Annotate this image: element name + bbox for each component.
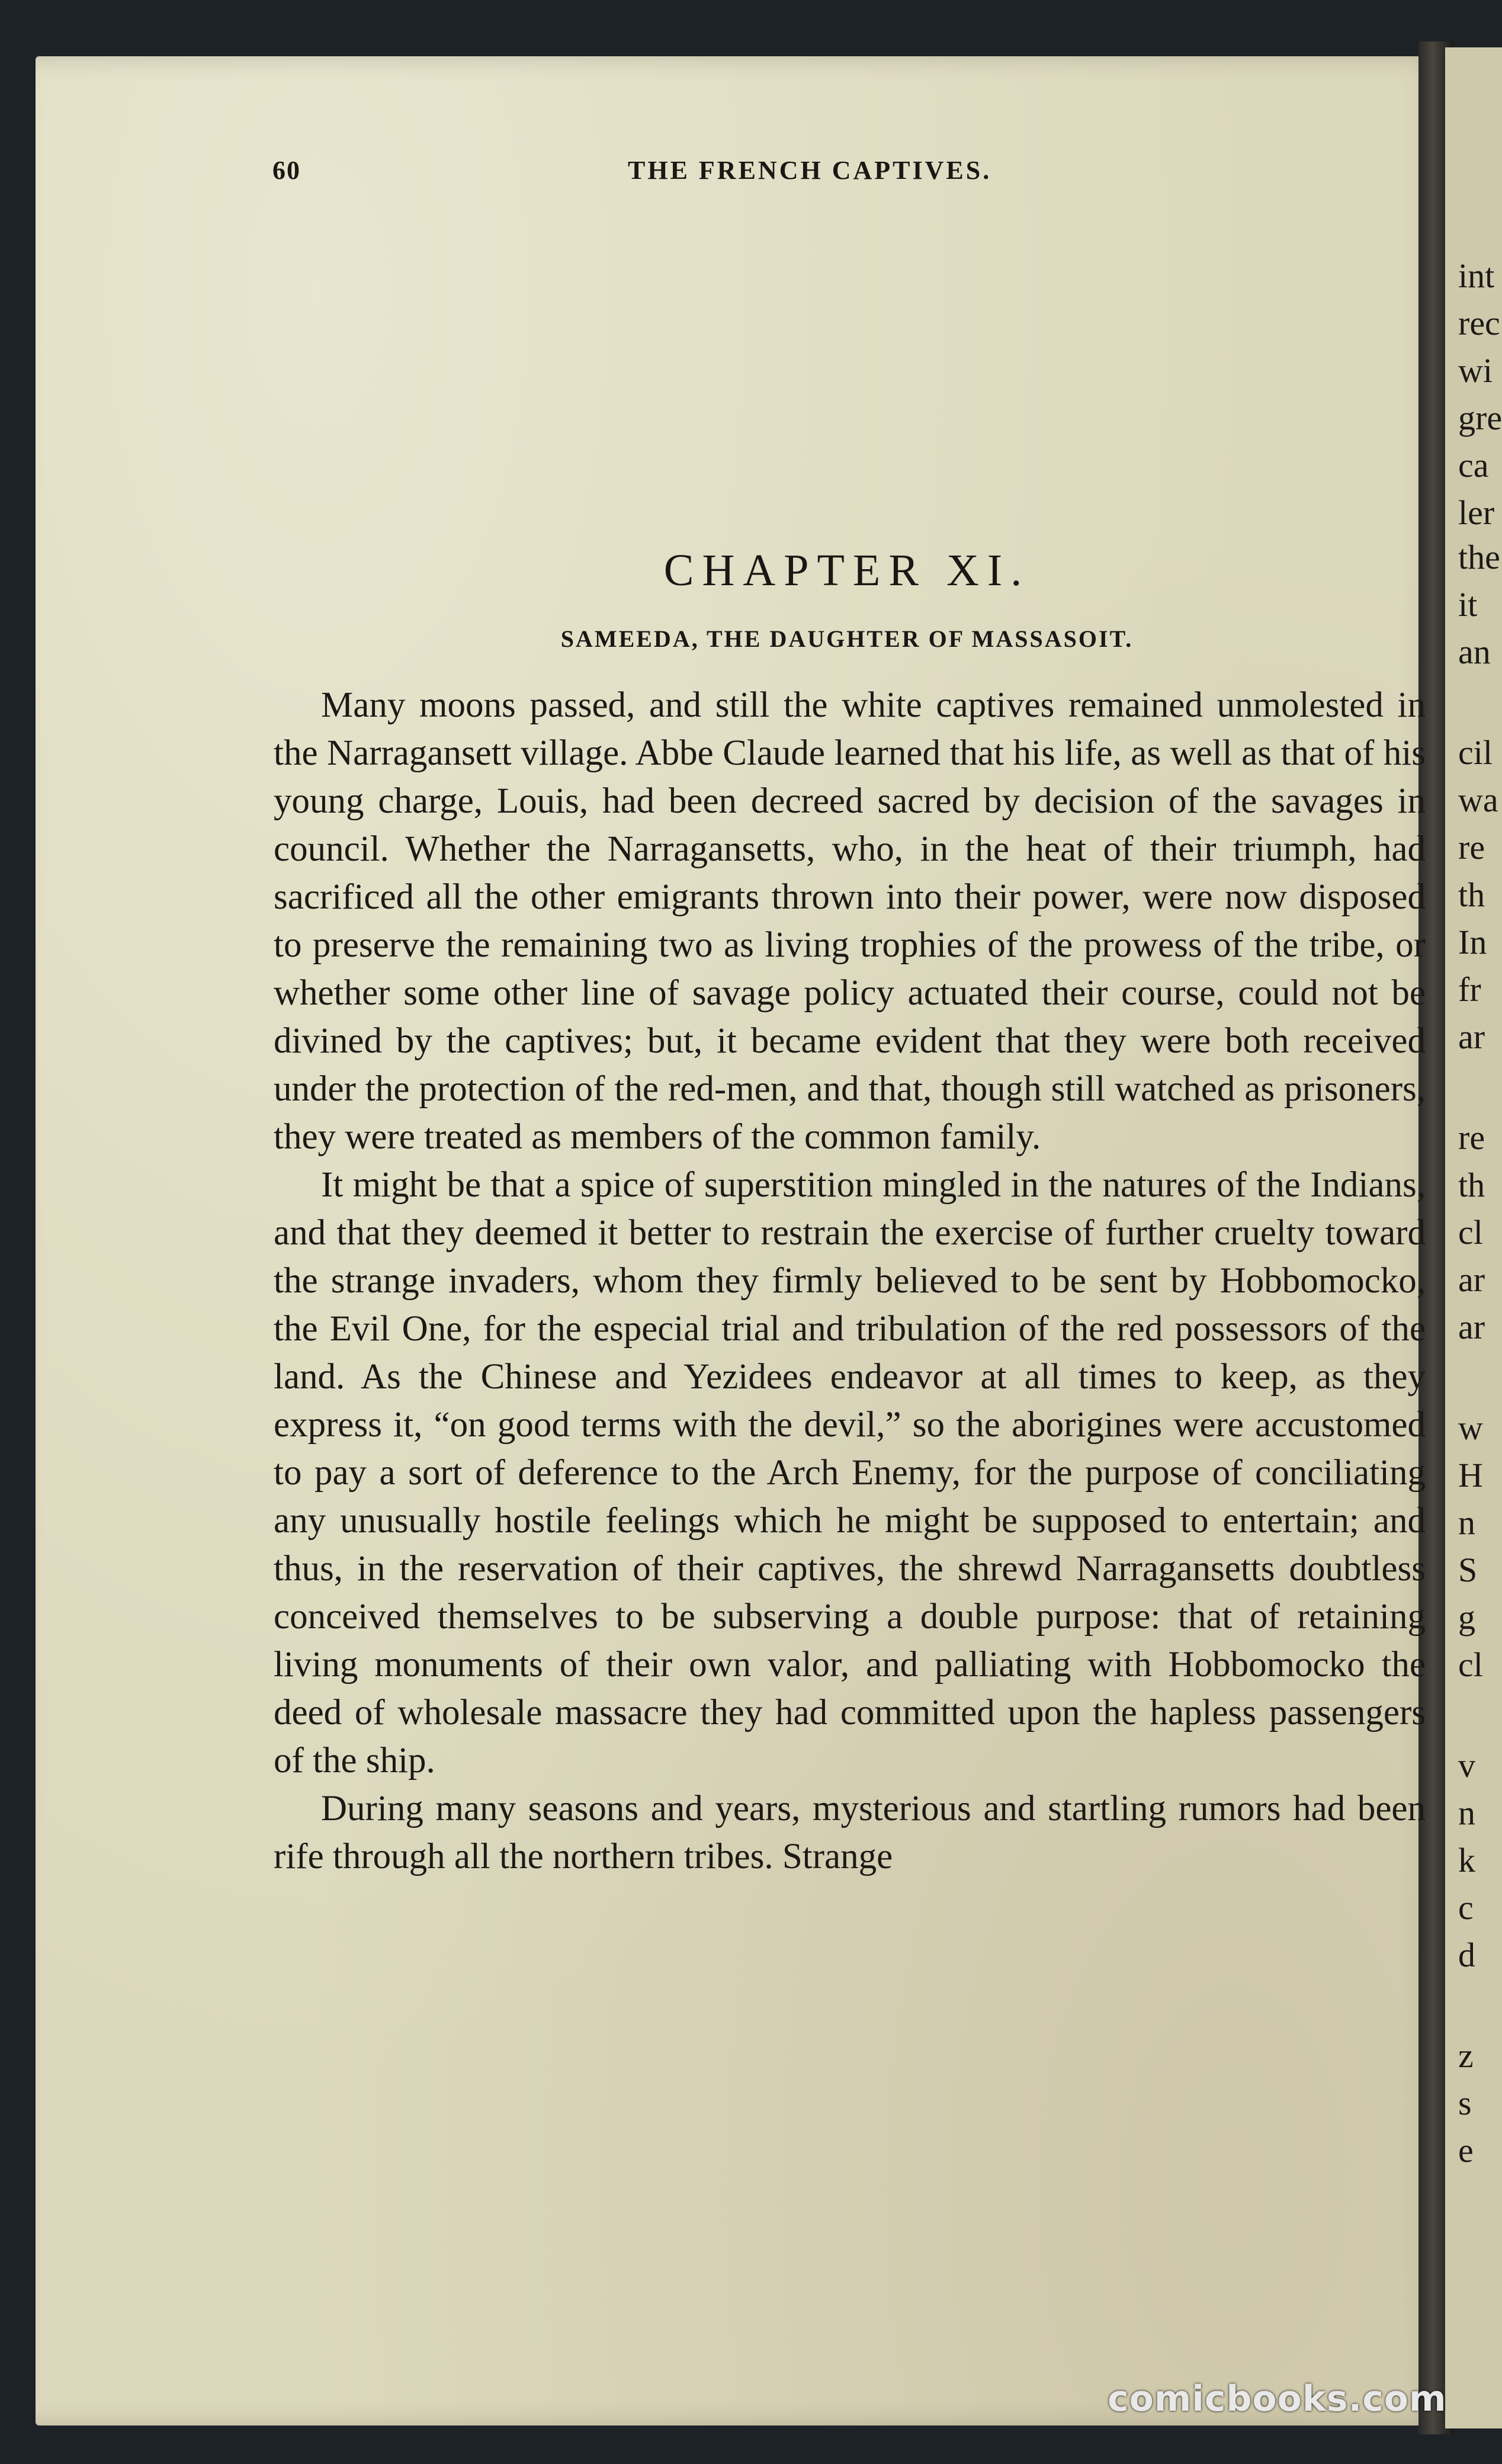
facing-page-fragment: s	[1458, 2084, 1472, 2122]
facing-page-fragment: ar	[1458, 1018, 1485, 1056]
facing-page-fragment: z	[1458, 2036, 1474, 2075]
paragraph: It might be that a spice of superstition mingled in the natures of the Indians, and that they deemed it better to restrain the exercise of further cruelty toward the strange invaders, whom they firmly believed to be sent by Hobbomocko, the Evil One, for the especial trial and tribulation of the red possessors of the land. As the Chinese and Yezidees endeavor at all times to keep, as they express it, “on good terms with the devil,” so the aborigines were accustomed to pay a sort of deference to the Arch Enemy, for the purpose of conciliating any unusually hostile feelings which he might be supposed to entertain; and thus, in the reservation of their captives, the shrewd Narragansetts doubtless conceived themselves to be subserving a double purpose: that of retaining living monuments of their own valor, and palliating with Hobbomocko the deed of wholesale massacre they had committed upon the hapless passengers of the ship.	[274, 1165, 1426, 1780]
facing-page-fragment: In	[1458, 923, 1487, 961]
facing-page-fragment: k	[1458, 1841, 1475, 1879]
facing-page-fragment: th	[1458, 875, 1485, 914]
facing-page-fragment: re	[1458, 828, 1485, 867]
facing-page-fragment: rec	[1458, 304, 1500, 342]
watermark: comicbooks.com	[1108, 2378, 1447, 2420]
facing-page-fragment: ar	[1458, 1260, 1485, 1299]
facing-page-fragment: wi	[1458, 351, 1493, 390]
facing-page-fragment: H	[1458, 1456, 1483, 1494]
facing-page-fragment: d	[1458, 1936, 1475, 1974]
facing-page-fragment: S	[1458, 1551, 1478, 1589]
facing-page-fragment: int	[1458, 256, 1495, 295]
facing-page-fragment: cl	[1458, 1213, 1483, 1252]
facing-page-fragment: th	[1458, 1166, 1485, 1204]
running-title: THE FRENCH CAPTIVES.	[628, 156, 992, 185]
facing-page-fragment: w	[1458, 1409, 1483, 1447]
body-text	[274, 681, 1426, 1881]
facing-page-fragment: gre	[1458, 399, 1502, 437]
facing-page-fragment: cil	[1458, 733, 1493, 772]
facing-page-fragment: the	[1458, 538, 1500, 576]
facing-page-fragment: cl	[1458, 1645, 1483, 1684]
facing-page-fragment: g	[1458, 1598, 1475, 1637]
paragraph: During many seasons and years, mysterious and startling rumors had been rife through all the northern tribes. Strange	[274, 1789, 1426, 1876]
chapter-title: CHAPTER XI.	[663, 546, 1031, 595]
facing-page-fragment: n	[1458, 1503, 1475, 1542]
facing-page-fragment: wa	[1458, 781, 1498, 819]
facing-page-fragment: e	[1458, 2131, 1474, 2170]
facing-page-fragment: ca	[1458, 446, 1489, 485]
facing-page-fragment: c	[1458, 1888, 1474, 1927]
facing-page-fragment: re	[1458, 1118, 1485, 1157]
facing-page-fragment: fr	[1458, 970, 1481, 1009]
facing-page-fragment: ler	[1458, 493, 1495, 532]
chapter-subtitle: SAMEEDA, THE DAUGHTER OF MASSASOIT.	[560, 625, 1134, 652]
facing-page-fragment: ar	[1458, 1308, 1485, 1346]
running-header	[237, 155, 1421, 197]
facing-page-fragment: n	[1458, 1794, 1475, 1832]
facing-page-fragment: it	[1458, 585, 1478, 624]
facing-page-fragment: an	[1458, 633, 1491, 671]
facing-page-fragment: v	[1458, 1746, 1475, 1785]
paragraph: Many moons passed, and still the white captives remained unmolested in the Narragansett village. Abbe Claude learned that his life, as well as that of his young charge, Louis, had been decreed sacred by decision of the savages in council. Whether the Narragansetts, who, in the heat of their triumph, had sacrificed all the other emigrants thrown into their power, were now disposed to preserve the remaining two as living trophies of the prowess of the tribe, or whether some other line of savage policy actuated their course, could not be divined by the captives; but, it became evident that they were both received under the protection of the red-men, and that, though still watched as prisoners, they were treated as members of the common family.	[274, 685, 1426, 1157]
page-number: 60	[272, 156, 301, 185]
